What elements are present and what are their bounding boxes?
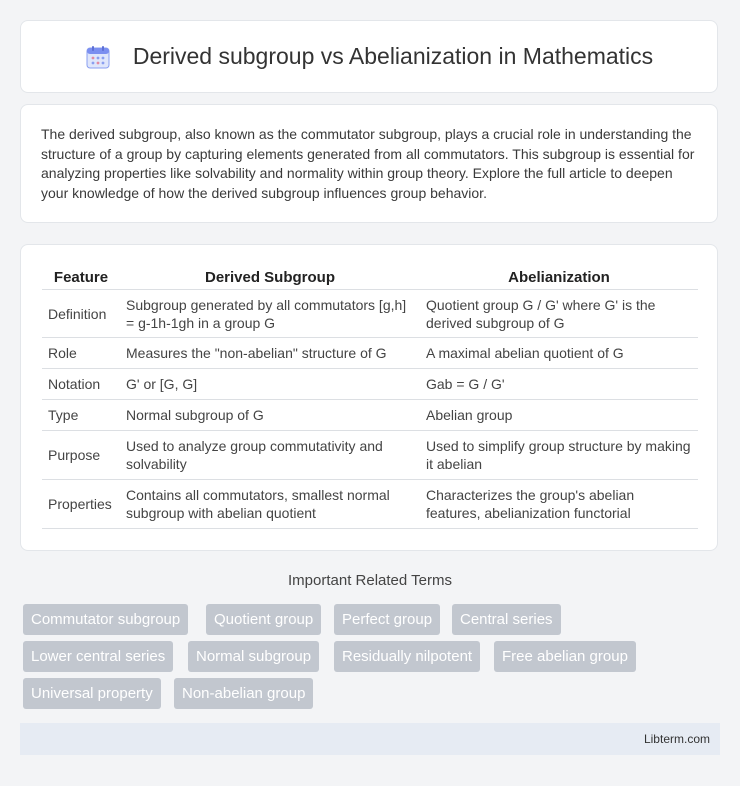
tag-universal-property[interactable]: Universal property xyxy=(23,678,161,709)
table-row xyxy=(42,369,698,400)
tag-central-series[interactable]: Central series xyxy=(452,604,561,635)
row-derived-subgroup: Measures the "non-abelian" structure of G xyxy=(120,338,420,369)
row-abelianization: Quotient group G / G' where G' is the derived subgroup of G xyxy=(420,290,698,338)
row-feature: Properties xyxy=(42,480,120,529)
header-abelianization: Abelianization xyxy=(420,263,698,290)
header-derived-subgroup: Derived Subgroup xyxy=(120,263,420,290)
row-derived-subgroup: Used to analyze group commutativity and solvability xyxy=(120,431,420,480)
tag-quotient-group[interactable]: Quotient group xyxy=(206,604,321,635)
page-title: Derived subgroup vs Abelianization in Mathematics xyxy=(132,43,654,69)
tag-lower-central-series[interactable]: Lower central series xyxy=(23,641,173,672)
row-abelianization: Characterizes the group's abelian features, abelianization functorial xyxy=(420,480,698,529)
row-feature: Notation xyxy=(42,369,120,400)
row-feature: Definition xyxy=(42,290,120,338)
footer-site-link[interactable]: Libterm.com xyxy=(643,732,710,746)
row-derived-subgroup: G' or [G, G] xyxy=(120,369,420,400)
row-derived-subgroup: Contains all commutators, smallest normal subgroup with abelian quotient xyxy=(120,480,420,529)
row-feature: Role xyxy=(42,338,120,369)
row-derived-subgroup: Subgroup generated by all commutators [g,h] = g-1h-1gh in a group G xyxy=(120,290,420,338)
intro-paragraph: The derived subgroup, also known as the commutator subgroup, plays a crucial role in understanding the structure of a group by capturing elements generated from all commutators. This subgroup is essential for analyzing properties like solvability and normality within group theory. Explore the full article to deepen your knowledge of how the derived subgroup influences group behavior. xyxy=(41,126,695,201)
row-abelianization: Abelian group xyxy=(420,400,698,431)
calendar-icon xyxy=(85,44,111,70)
header-feature: Feature xyxy=(42,263,120,290)
comparison-table xyxy=(42,263,698,529)
comparison-card xyxy=(20,244,718,551)
tag-residually-nilpotent[interactable]: Residually nilpotent xyxy=(334,641,480,672)
row-feature: Purpose xyxy=(42,431,120,480)
table-row xyxy=(42,400,698,431)
table-row xyxy=(42,290,698,338)
footer xyxy=(20,723,720,755)
table-row xyxy=(42,480,698,529)
table-header-row xyxy=(42,263,698,290)
row-abelianization: A maximal abelian quotient of G xyxy=(420,338,698,369)
intro-card xyxy=(20,104,718,223)
tag-non-abelian-group[interactable]: Non-abelian group xyxy=(174,678,313,709)
table-row xyxy=(42,338,698,369)
row-abelianization: Gab = G / G' xyxy=(420,369,698,400)
row-abelianization: Used to simplify group structure by making it abelian xyxy=(420,431,698,480)
row-derived-subgroup: Normal subgroup of G xyxy=(120,400,420,431)
table-row xyxy=(42,431,698,480)
row-feature: Type xyxy=(42,400,120,431)
tag-commutator-subgroup[interactable]: Commutator subgroup xyxy=(23,604,188,635)
tag-free-abelian-group[interactable]: Free abelian group xyxy=(494,641,636,672)
title-card xyxy=(20,20,718,93)
related-terms-heading: Important Related Terms xyxy=(288,572,452,589)
tag-normal-subgroup[interactable]: Normal subgroup xyxy=(188,641,319,672)
tag-perfect-group[interactable]: Perfect group xyxy=(334,604,440,635)
